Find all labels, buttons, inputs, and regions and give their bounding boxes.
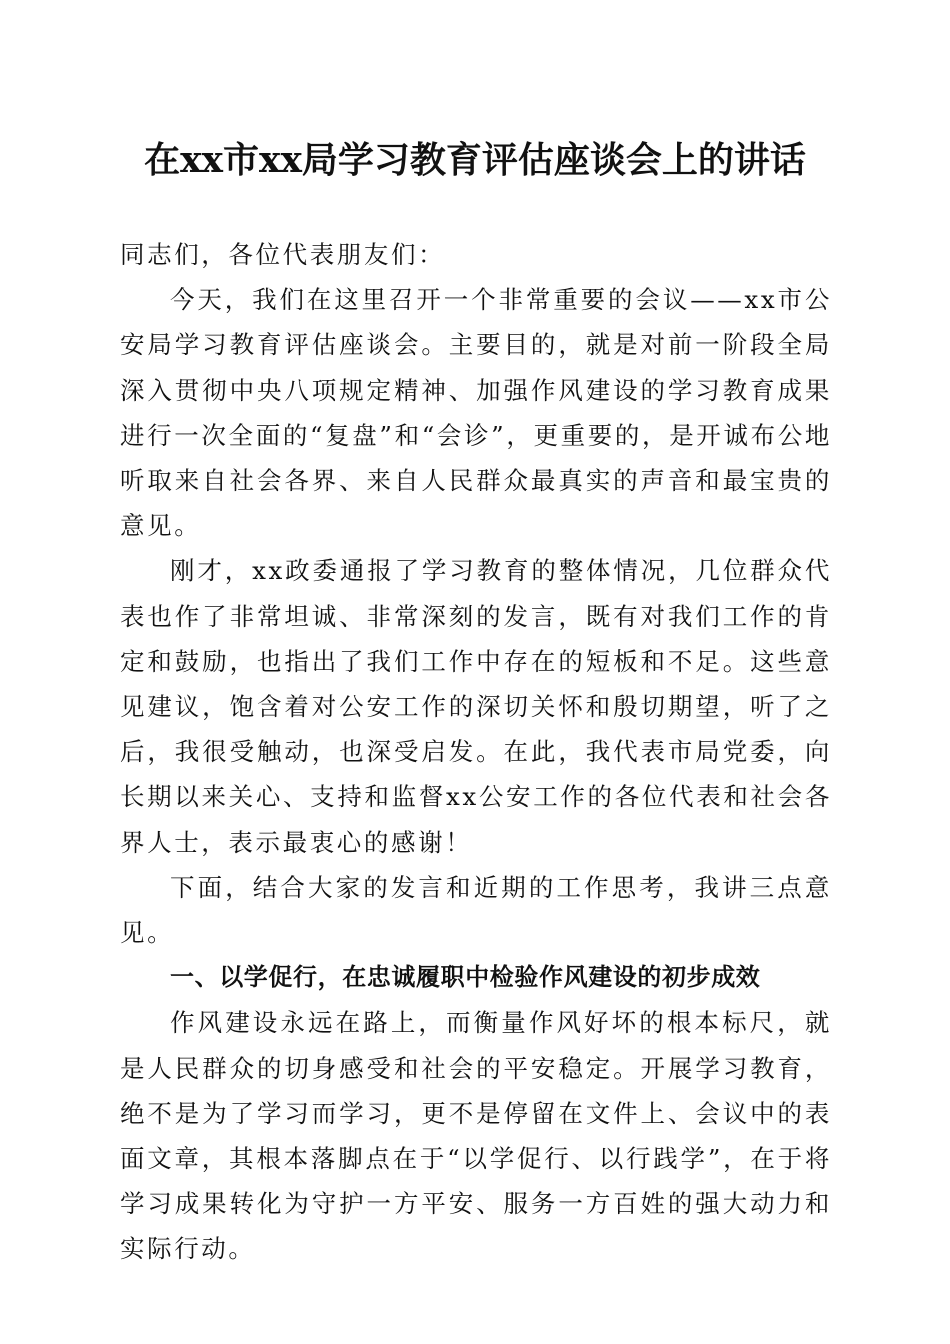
salutation: 同志们，各位代表朋友们：	[120, 240, 446, 269]
document-body	[120, 232, 832, 1272]
section-1-paragraph: 作风建设永远在路上，而衡量作风好坏的根本标尺，就是人民群众的切身感受和社会的平安稳定。开展学习教育，绝不是为了学习而学习，更不是停留在文件上、会议中的表面文章，其根本落脚点在于“以学促行、以行践学”，在于将学习成果转化为守护一方平安、服务一方百姓的强大动力和实际行动。	[120, 1008, 832, 1264]
paragraph-opening: 今天，我们在这里召开一个非常重要的会议——xx市公安局学习教育评估座谈会。主要目的，就是对前一阶段全局深入贯彻中央八项规定精神、加强作风建设的学习教育成果进行一次全面的“复盘”和“会诊”，更重要的，是开诚布公地听取来自社会各界、来自人民群众最真实的声音和最宝贵的意见。	[120, 285, 832, 541]
paragraph-transition: 下面，结合大家的发言和近期的工作思考，我讲三点意见。	[120, 872, 832, 948]
document-title: 在xx市xx局学习教育评估座谈会上的讲话	[144, 139, 806, 181]
paragraph-feedback: 刚才，xx政委通报了学习教育的整体情况，几位群众代表也作了非常坦诚、非常深刻的发言，既有对我们工作的肯定和鼓励，也指出了我们工作中存在的短板和不足。这些意见建议，饱含着对公安工作的深切关怀和殷切期望，听了之后，我很受触动，也深受启发。在此，我代表市局党委，向长期以来关心、支持和监督xx公安工作的各位代表和社会各界人士，表示最衷心的感谢！	[120, 556, 832, 857]
section-heading-1: 一、以学促行，在忠诚履职中检验作风建设的初步成效	[170, 963, 761, 992]
